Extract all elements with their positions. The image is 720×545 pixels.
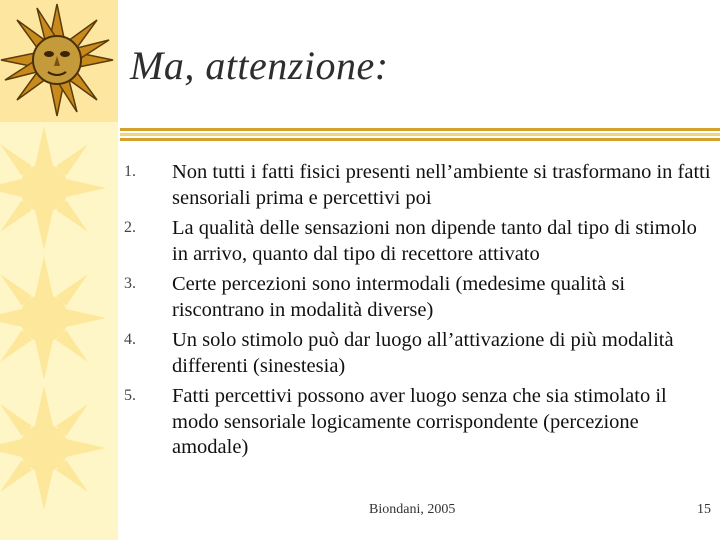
sidebar-sun-icon (0, 252, 118, 382)
sidebar-sun-icon (0, 122, 118, 252)
list-item (124, 272, 714, 323)
slide-title: Ma, attenzione: (130, 43, 389, 88)
list-item-text: Certe percezioni sono intermodali (medesime qualità si riscontrano in modalità diverse) (172, 273, 626, 321)
list-item-text: Un solo stimolo può dar luogo all’attivazione di più modalità differenti (sinestesia) (172, 329, 674, 377)
numbered-list (124, 160, 714, 461)
list-item-number: 5. (124, 387, 136, 404)
decorative-sidebar (0, 0, 118, 540)
list-item-text: La qualità delle sensazioni non dipende tanto dal tipo di stimolo in arrivo, quanto dal tipo di recettore attivato (172, 217, 697, 265)
sidebar-sun-icon (0, 382, 118, 512)
list-item (124, 384, 714, 461)
list-item (124, 328, 714, 379)
footer-author: Biondani, 2005 (369, 502, 456, 517)
page-number: 15 (697, 502, 711, 517)
list-item-number: 3. (124, 275, 136, 292)
list-item-text: Non tutti i fatti fisici presenti nell’ambiente si trasformano in fatti sensoriali prima e percettivi poi (172, 161, 711, 209)
list-item-number: 1. (124, 163, 136, 180)
list-item-number: 2. (124, 219, 136, 236)
list-item-text: Fatti percettivi possono aver luogo senza che sia stimolato il modo sensoriale logicamente corrispondente (percezione amodale) (172, 385, 667, 458)
list-item-number: 4. (124, 331, 136, 348)
list-item (124, 160, 714, 211)
title-divider (120, 128, 720, 144)
list-item (124, 216, 714, 267)
sun-face-logo-icon (0, 0, 118, 122)
